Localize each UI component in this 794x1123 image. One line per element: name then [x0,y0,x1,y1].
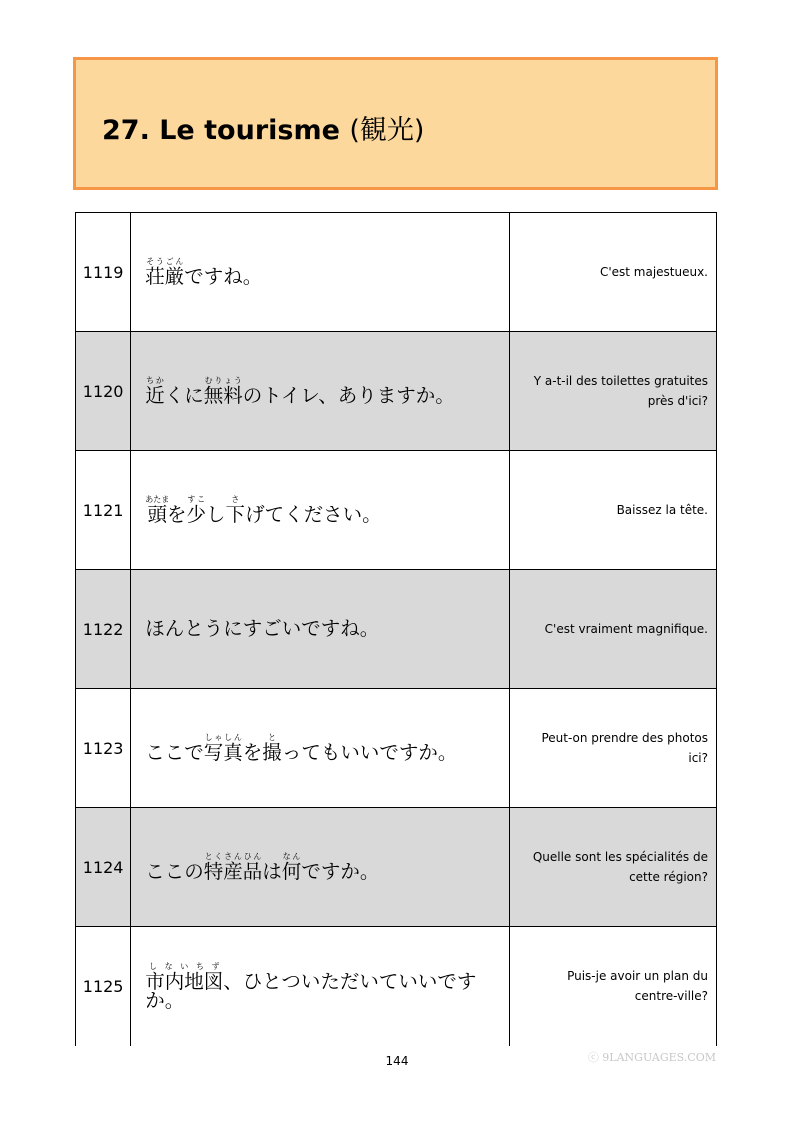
japanese-phrase [131,451,510,570]
japanese-phrase [131,570,510,689]
kana-text: ほんとうにすごいですね。 [145,617,380,641]
french-translation: C'est vraiment magnifique. [510,570,717,689]
phrase-number: 1123 [76,689,131,808]
japanese-phrase [131,689,510,808]
furigana-word [145,495,170,527]
french-translation: Peut-on prendre des photos ici? [510,689,717,808]
japanese-phrase [131,927,510,1046]
kana-text: を [242,741,263,765]
furigana-word [145,257,185,289]
kanji-text: 写真 [203,741,243,765]
phrase-number: 1121 [76,451,131,570]
kana-text: ってもいいですか。 [281,741,458,765]
french-translation: C'est majestueux. [510,213,717,332]
phrase-number: 1122 [76,570,131,689]
french-translation: Puis-je avoir un plan du centre-ville? [510,927,717,1046]
furigana-reading: さ [225,495,246,505]
table-row [76,808,717,927]
furigana-word [203,733,243,765]
kana-text: のトイレ、ありますか。 [242,384,455,408]
page-number: 144 [385,1054,409,1068]
furigana-word [203,852,263,884]
japanese-phrase [131,332,510,451]
kanji-text: 近 [145,384,165,408]
furigana-reading: とくさんひん [203,852,263,862]
table-row [76,689,717,808]
furigana-reading: すこ [186,495,207,505]
table-row [76,570,717,689]
furigana-reading: しないちず [145,961,224,971]
chapter-title-japanese: (観光) [349,115,425,146]
french-translation: Y a-t-il des toilettes gratuites près d'ici? [510,332,717,451]
furigana-word [145,376,165,408]
furigana-word [281,852,302,884]
chapter-title-box [73,57,718,190]
phrase-number: 1119 [76,213,131,332]
phrase-number: 1124 [76,808,131,927]
kana-text: ここで [145,741,204,765]
kana-text: し [206,503,226,527]
furigana-word [262,733,282,765]
table-row [76,451,717,570]
furigana-word [225,495,246,527]
table-row [76,927,717,1046]
kana-text: くに [164,384,204,408]
kanji-text: 撮 [262,741,282,765]
furigana-reading: と [262,733,282,743]
kanji-text: 少 [186,503,207,527]
table-row [76,332,717,451]
chapter-title [102,108,424,147]
kanji-text: 荘厳 [145,265,185,289]
french-translation: Baissez la tête. [510,451,717,570]
japanese-phrase [131,808,510,927]
phrase-number: 1125 [76,927,131,1046]
french-translation: Quelle sont les spécialités de cette région? [510,808,717,927]
kanji-text: 市内地図 [145,969,224,993]
kanji-text: 頭 [145,503,170,527]
furigana-word [203,376,243,408]
phrase-number: 1120 [76,332,131,451]
kanji-text: 何 [281,860,302,884]
furigana-reading: しゃしん [203,733,243,743]
kana-text: ですか。 [301,860,380,884]
phrase-table [75,212,717,1046]
kanji-text: 下 [225,503,246,527]
furigana-reading: むりょう [203,376,243,386]
furigana-reading: そうごん [145,257,185,267]
kana-text: 、ひとついただいていいですか。 [145,969,477,1013]
table-row [76,213,717,332]
furigana-reading: ちか [145,376,165,386]
kana-text: ここの [145,860,204,884]
kana-text: ですね。 [184,265,263,289]
chapter-title-french: 27. Le tourisme [102,115,340,146]
kana-text: は [262,860,282,884]
kana-text: を [167,503,187,527]
kana-text: げてください。 [245,503,382,527]
watermark: ⓒ 9LANGUAGES.COM [587,1051,716,1064]
kanji-text: 無料 [203,384,243,408]
furigana-reading: あたま [145,495,170,505]
furigana-reading: なん [281,852,302,862]
kanji-text: 特産品 [203,860,263,884]
furigana-word [186,495,207,527]
japanese-phrase [131,213,510,332]
